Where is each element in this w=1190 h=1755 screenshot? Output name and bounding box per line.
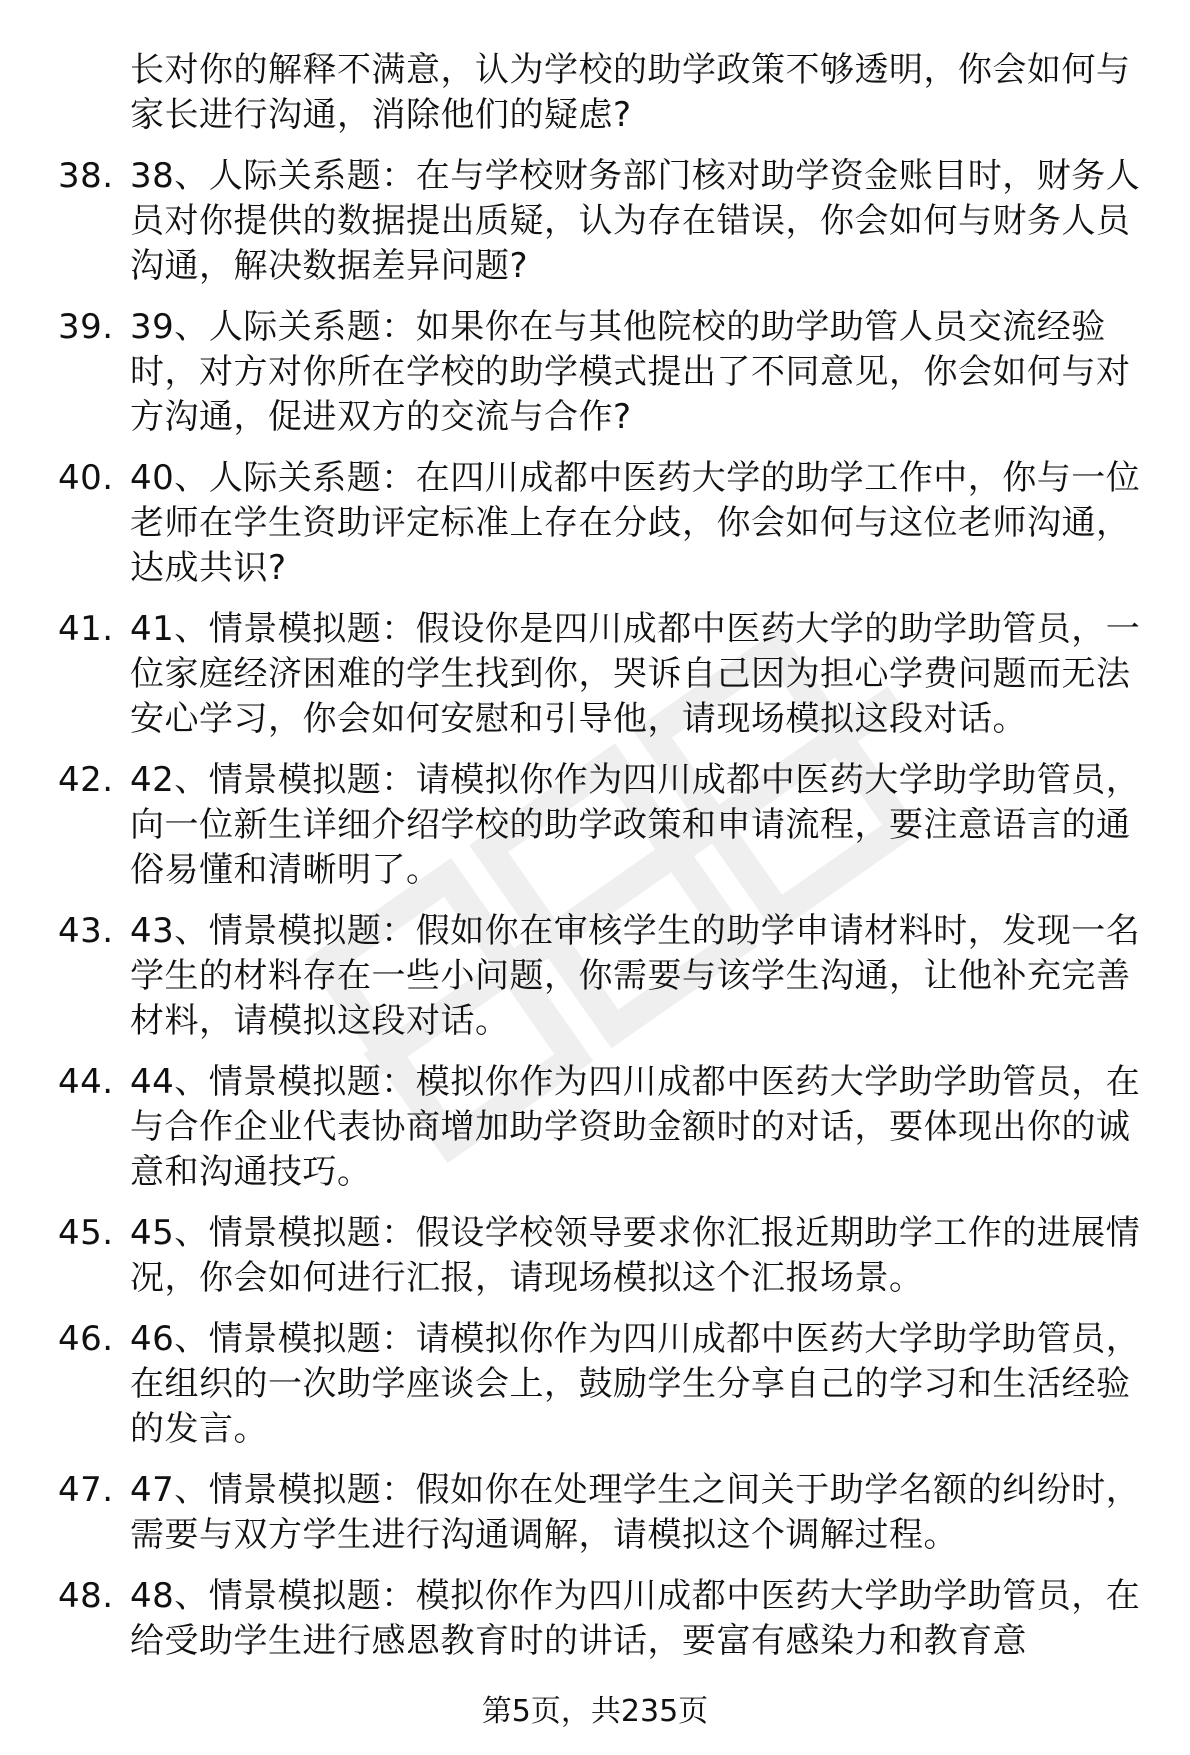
item-text: 38、人际关系题：在与学校财务部门核对助学资金账目时，财务人员对你提供的数据提出质疑，认为存在错误，你会如何与财务人员沟通，解决数据差异问题? — [130, 156, 1141, 286]
question-list — [58, 48, 1148, 1680]
item-text: 48、情景模拟题：模拟你作为四川成都中医药大学助学助管员，在给受助学生进行感恩教育时的讲话，要富有感染力和教育意 — [130, 1576, 1141, 1661]
item-text: 41、情景模拟题：假设你是四川成都中医药大学的助学助管员，一位家庭经济困难的学生找到你，哭诉自己因为担心学费问题而无法安心学习，你会如何安慰和引导他，请现场模拟这段对话。 — [130, 609, 1141, 739]
item-text: 39、人际关系题：如果你在与其他院校的助学助管人员交流经验时，对方对你所在学校的助学模式提出了不同意见，你会如何与对方沟通，促进双方的交流与合作? — [130, 307, 1131, 437]
list-item — [58, 1317, 1148, 1452]
item-number: 43. — [58, 911, 114, 951]
list-item — [58, 758, 1148, 893]
list-item — [58, 1574, 1148, 1664]
list-item — [58, 154, 1148, 289]
item-number: 38. — [58, 156, 114, 196]
item-number: 45. — [58, 1213, 114, 1253]
item-number: 47. — [58, 1470, 114, 1510]
item-number: 41. — [58, 609, 114, 649]
item-text: 40、人际关系题：在四川成都中医药大学的助学工作中，你与一位老师在学生资助评定标准上存在分歧，你会如何与这位老师沟通，达成共识? — [130, 458, 1141, 588]
list-item — [58, 1468, 1148, 1558]
list-item — [58, 456, 1148, 591]
list-item — [58, 909, 1148, 1044]
item-text: 46、情景模拟题：请模拟你作为四川成都中医药大学助学助管员，在组织的一次助学座谈会上，鼓励学生分享自己的学习和生活经验的发言。 — [130, 1319, 1141, 1449]
page-footer: 第5页，共235页 — [481, 1694, 709, 1729]
list-item — [58, 607, 1148, 742]
item-text: 45、情景模拟题：假设学校领导要求你汇报近期助学工作的进展情况，你会如何进行汇报，请现场模拟这个汇报场景。 — [130, 1213, 1141, 1298]
item-number: 40. — [58, 458, 114, 498]
continuation-paragraph: 长对你的解释不满意，认为学校的助学政策不够透明，你会如何与家长进行沟通，消除他们的疑虑? — [130, 50, 1131, 135]
item-number: 48. — [58, 1576, 114, 1616]
item-text: 42、情景模拟题：请模拟你作为四川成都中医药大学助学助管员，向一位新生详细介绍学校的助学政策和申请流程，要注意语言的通俗易懂和清晰明了。 — [130, 760, 1141, 890]
item-number: 46. — [58, 1319, 114, 1359]
item-text: 43、情景模拟题：假如你在审核学生的助学申请材料时，发现一名学生的材料存在一些小问题，你需要与该学生沟通，让他补充完善材料，请模拟这段对话。 — [130, 911, 1141, 1041]
item-text: 44、情景模拟题：模拟你作为四川成都中医药大学助学助管员，在与合作企业代表协商增加助学资助金额时的对话，要体现出你的诚意和沟通技巧。 — [130, 1062, 1141, 1192]
list-item — [58, 305, 1148, 440]
item-number: 44. — [58, 1062, 114, 1102]
item-number: 42. — [58, 760, 114, 800]
item-number: 39. — [58, 307, 114, 347]
list-item — [58, 1060, 1148, 1195]
list-item — [58, 1211, 1148, 1301]
item-text: 47、情景模拟题：假如你在处理学生之间关于助学名额的纠纷时，需要与双方学生进行沟通调解，请模拟这个调解过程。 — [130, 1470, 1141, 1555]
